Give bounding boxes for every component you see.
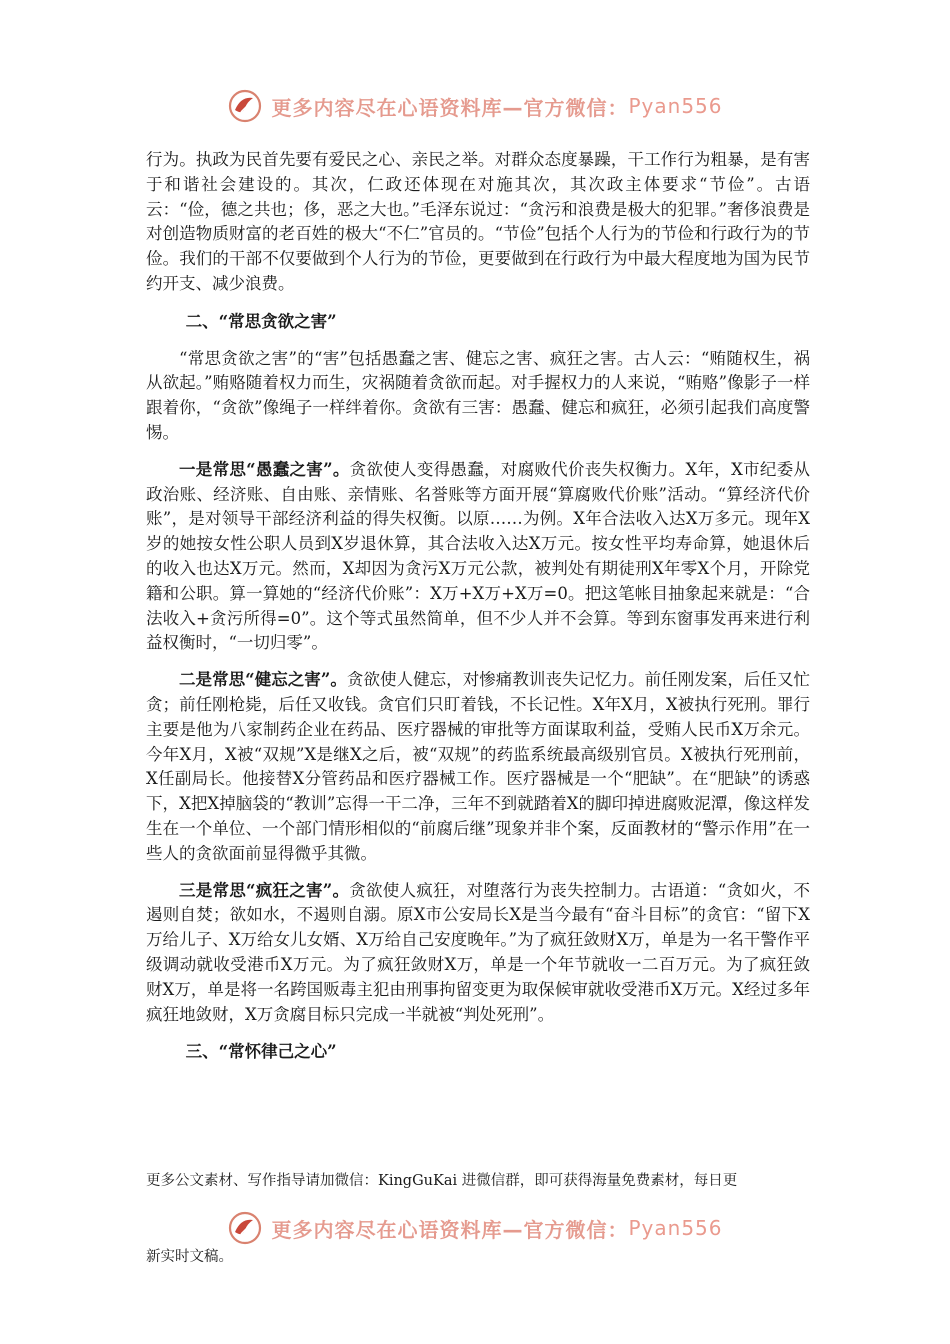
paragraph-5: [146, 879, 810, 1028]
footer-promo-line: 更多公文素材、写作指导请加微信：KingGuKai 进微信群，即可获得海量免费素材，每日更: [146, 1173, 738, 1189]
paragraph-1: 行为。执政为民首先要有爱民之心、亲民之举。对群众态度暴躁，干工作行为粗暴，是有害于和谐社会建设的。其次，仁政还体现在对施其次，其次政主体要求“节俭”。古语云：“俭，德之共也；侈，恶之大也。”毛泽东说过：“贪污和浪费是极大的犯罪。”奢侈浪费是对创造物质财富的老百姓的极大“不仁”官员的。“节俭”包括个人行为的节俭和行政行为的节俭。我们的干部不仅要做到个人行为的节俭，更要做到在行政行为中最大程度地为国为民节约开支、减少浪费。: [146, 150, 810, 293]
watermark-text: 更多内容尽在心语资料库—官方微信：: [271, 95, 629, 120]
paragraph-3: [146, 458, 810, 656]
watermark-header: [0, 86, 950, 126]
paragraph-3-lead: 一是常思“愚蠢之害”。: [179, 459, 350, 479]
watermark-wechat-id: Pyan556: [628, 94, 723, 118]
seal-logo-icon: [227, 1210, 263, 1246]
watermark-footer: [0, 1208, 950, 1248]
document-body: [146, 148, 810, 1065]
watermark-wechat-id: Pyan556: [628, 1216, 723, 1240]
paragraph-4-lead: 二是常思“健忘之害”。: [179, 670, 347, 690]
section-heading-3: 三、“常怀律己之心”: [185, 1042, 337, 1062]
footer-promo-line-2: 新实时文稿。: [146, 1249, 233, 1265]
seal-logo-icon: [227, 88, 263, 124]
paragraph-4-body: 贪欲使人健忘，对惨痛教训丧失记忆力。前任刚发案，后任又忙贪；前任刚枪毙，后任又收钱。贪官们只盯着钱，不长记性。X年X月，X被执行死刑。罪行主要是他为八家制药企业在药品、医疗器械的审批等方面谋取利益，受贿人民币X万余元。今年X月，X被“双规”X是继X之后，被“双规”的药监系统最高级别官员。X被执行死刑前，X任副局长。他接替X分管药品和医疗器械工作。医疗器械是一个“肥缺”。在“肥缺”的诱惑下，X把X掉脑袋的“教训”忘得一干二净，三年不到就踏着X的脚印掉进腐败泥潭，像这样发生在一个单位、一个部门情形相似的“前腐后继”现象并非个案，反面教材的“警示作用”在一些人的贪欲面前显得微乎其微。: [146, 670, 810, 863]
paragraph-4: [146, 668, 810, 866]
paragraph-3-body: 贪欲使人变得愚蠢，对腐败代价丧失权衡力。X年，X市纪委从政治账、经济账、自由账、亲情账、名誉账等方面开展“算腐败代价账”活动。“算经济代价账”，是对领导干部经济利益的得失权衡。以原……为例。X年合法收入达X万多元。现年X岁的她按女性公职人员到X岁退休算，其合法收入达X万元。按女性平均寿命算，她退休后的收入也达X万元。然而，X却因为贪污X万元公款，被判处有期徒刑X年零X个月，开除党籍和公职。算一算她的“经济代价账”：X万+X万+X万=0。把这笔帐目抽象起来就是：“合法收入+贪污所得=0”。这个等式虽然简单，但不少人并不会算。等到东窗事发再来进行利益权衡时，“一切归零”。: [146, 459, 810, 653]
paragraph-2: “常思贪欲之害”的“害”包括愚蠢之害、健忘之害、疯狂之害。古人云：“贿随权生，祸从欲起。”贿赂随着权力而生，灾祸随着贪欲而起。对手握权力的人来说，“贿赂”像影子一样跟着你，“贪欲”像绳子一样绊着你。贪欲有三害：愚蠢、健忘和疯狂，必须引起我们高度警惕。: [146, 348, 810, 442]
section-heading-2: 二、“常思贪欲之害”: [185, 311, 337, 331]
paragraph-5-body: 贪欲使人疯狂，对堕落行为丧失控制力。古语道：“贪如火，不遏则自焚；欲如水，不遏则自溺。原X市公安局长X是当今最有“奋斗目标”的贪官：“留下X万给儿子、X万给女儿女婿、X万给自己安度晚年。”为了疯狂敛财X万，单是为一名干警作平级调动就收受港币X万元。为了疯狂敛财X万，单是一个年节就收一二百万元。为了疯狂敛财X万，单是将一名跨国贩毒主犯由刑事拘留变更为取保候审就收受港币X万元。X经过多年疯狂地敛财，X万贪腐目标只完成一半就被“判处死刑”。: [146, 880, 811, 1024]
watermark-text: 更多内容尽在心语资料库—官方微信：: [271, 1217, 629, 1242]
paragraph-5-lead: 三是常思“疯狂之害”。: [179, 880, 350, 900]
